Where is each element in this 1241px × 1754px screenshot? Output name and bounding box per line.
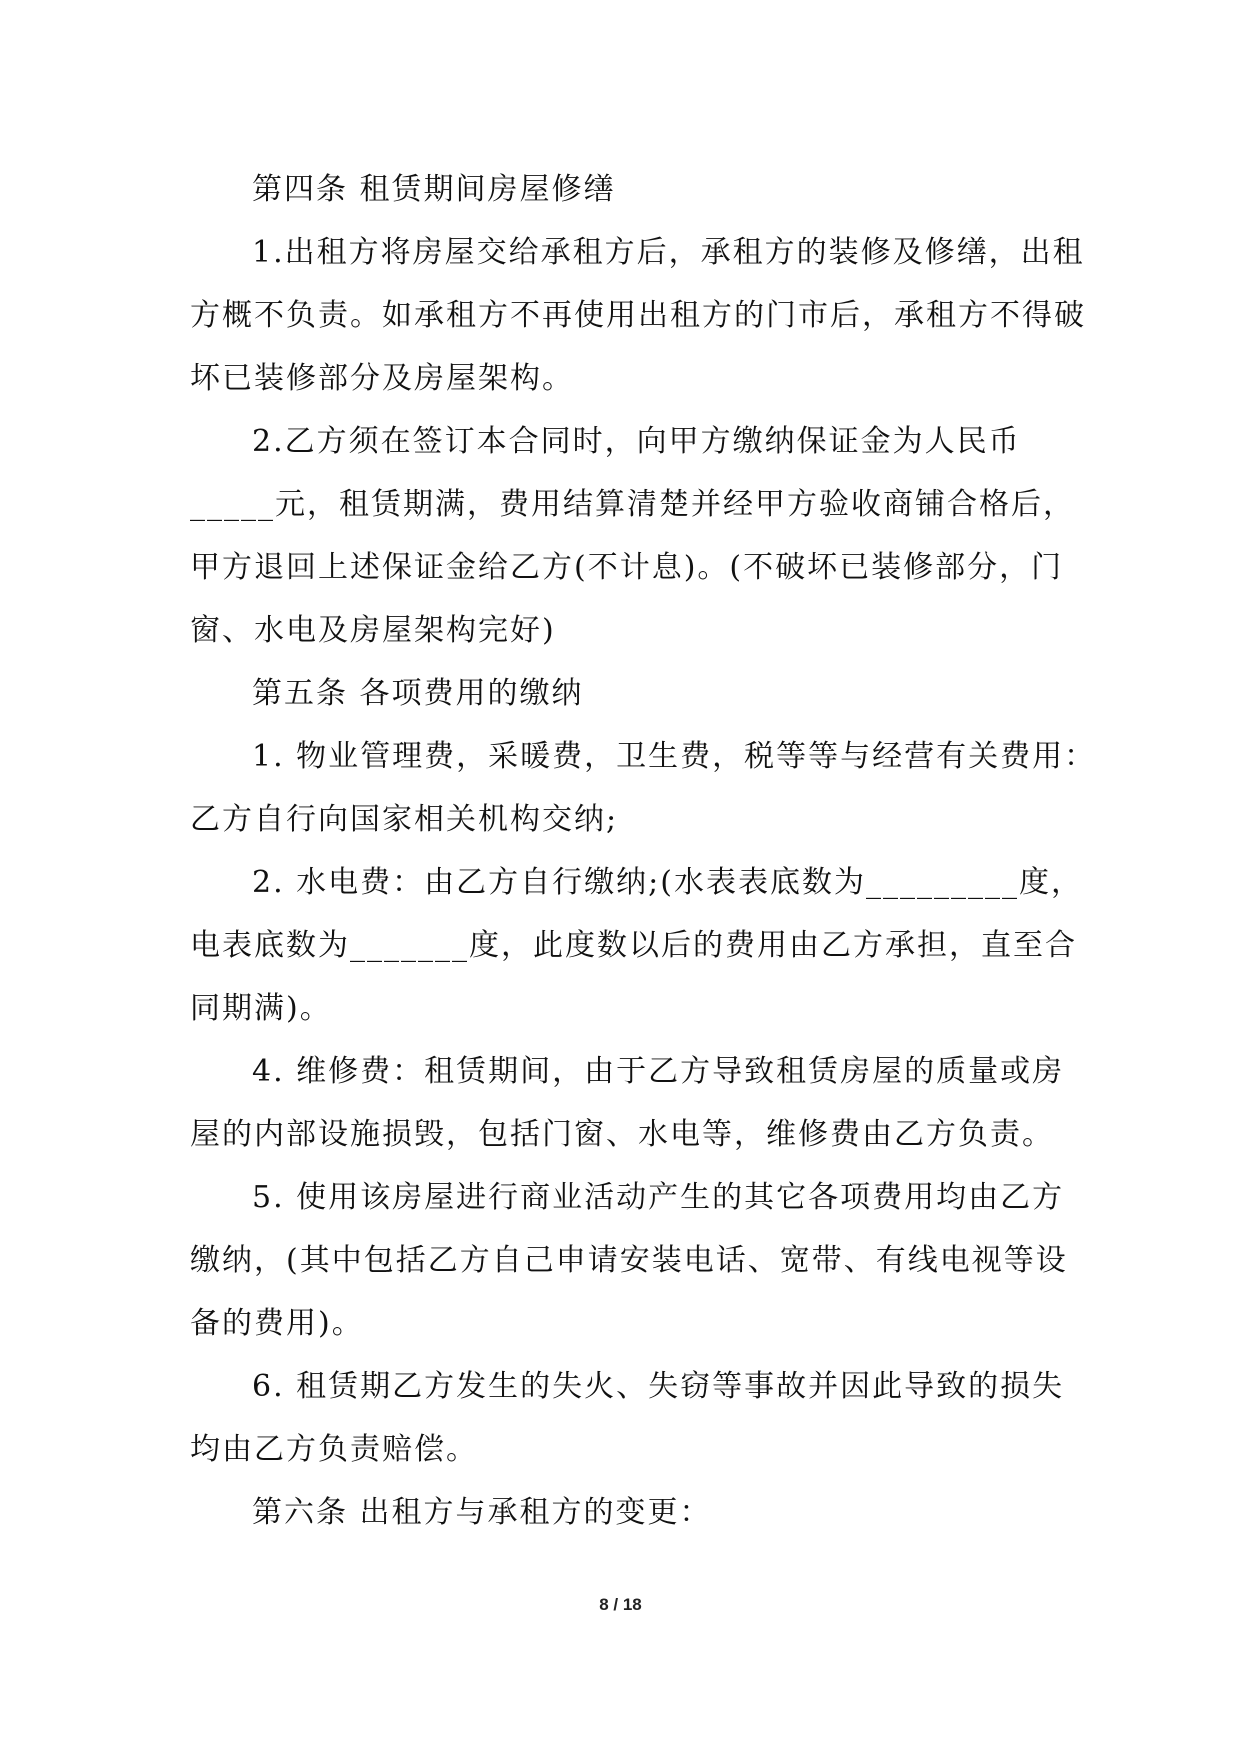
article-4-item-1-line-1: 1.出租方将房屋交给承租方后，承租方的装修及修缮，出租 bbox=[252, 235, 1085, 270]
article-5-item-2-line-3: 同期满)。 bbox=[190, 991, 332, 1026]
article-5-item-6-line-2: 均由乙方负责赔偿。 bbox=[190, 1432, 478, 1467]
article-5-item-5-line-1: 5. 使用该房屋进行商业活动产生的其它各项费用均由乙方 bbox=[252, 1180, 1065, 1215]
article-5-item-1-line-1: 1. 物业管理费，采暖费，卫生费，税等等与经营有关费用： bbox=[252, 739, 1097, 774]
article-4-item-1-line-3: 坏已装修部分及房屋架构。 bbox=[190, 361, 574, 396]
article-5-item-5-line-2: 缴纳，(其中包括乙方自己申请安装电话、宽带、有线电视等设 bbox=[190, 1243, 1068, 1278]
article-5-heading: 第五条 各项费用的缴纳 bbox=[252, 676, 584, 711]
article-4-item-2-line-4: 窗、水电及房屋架构完好) bbox=[190, 613, 556, 648]
article-5-item-2-line-2: 电表底数为_______度，此度数以后的费用由乙方承担，直至合 bbox=[190, 928, 1077, 963]
article-5-item-4-line-2: 屋的内部设施损毁，包括门窗、水电等，维修费由乙方负责。 bbox=[190, 1117, 1054, 1152]
article-5-item-1-line-2: 乙方自行向国家相关机构交纳; bbox=[190, 802, 619, 837]
article-5-item-4-line-1: 4. 维修费：租赁期间，由于乙方导致租赁房屋的质量或房 bbox=[252, 1054, 1065, 1089]
article-4-item-2-line-1: 2.乙方须在签订本合同时，向甲方缴纳保证金为人民币 bbox=[252, 424, 1021, 459]
article-5-item-2-line-1: 2. 水电费：由乙方自行缴纳;(水表表底数为_________度， bbox=[252, 865, 1083, 900]
article-4-item-1-line-2: 方概不负责。如承租方不再使用出租方的门市后，承租方不得破 bbox=[190, 298, 1086, 333]
article-4-item-2-line-2: _____元，租赁期满，费用结算清楚并经甲方验收商铺合格后， bbox=[190, 487, 1075, 522]
article-5-item-6-line-1: 6. 租赁期乙方发生的失火、失窃等事故并因此导致的损失 bbox=[252, 1369, 1065, 1404]
article-4-heading: 第四条 租赁期间房屋修缮 bbox=[252, 172, 616, 207]
article-4-item-2-line-3: 甲方退回上述保证金给乙方(不计息)。(不破坏已装修部分，门 bbox=[190, 550, 1064, 585]
article-5-item-5-line-3: 备的费用)。 bbox=[190, 1306, 364, 1341]
article-6-heading: 第六条 出租方与承租方的变更： bbox=[252, 1495, 712, 1530]
page-number: 8 / 18 bbox=[599, 1595, 642, 1614]
document-body bbox=[190, 158, 1097, 1544]
